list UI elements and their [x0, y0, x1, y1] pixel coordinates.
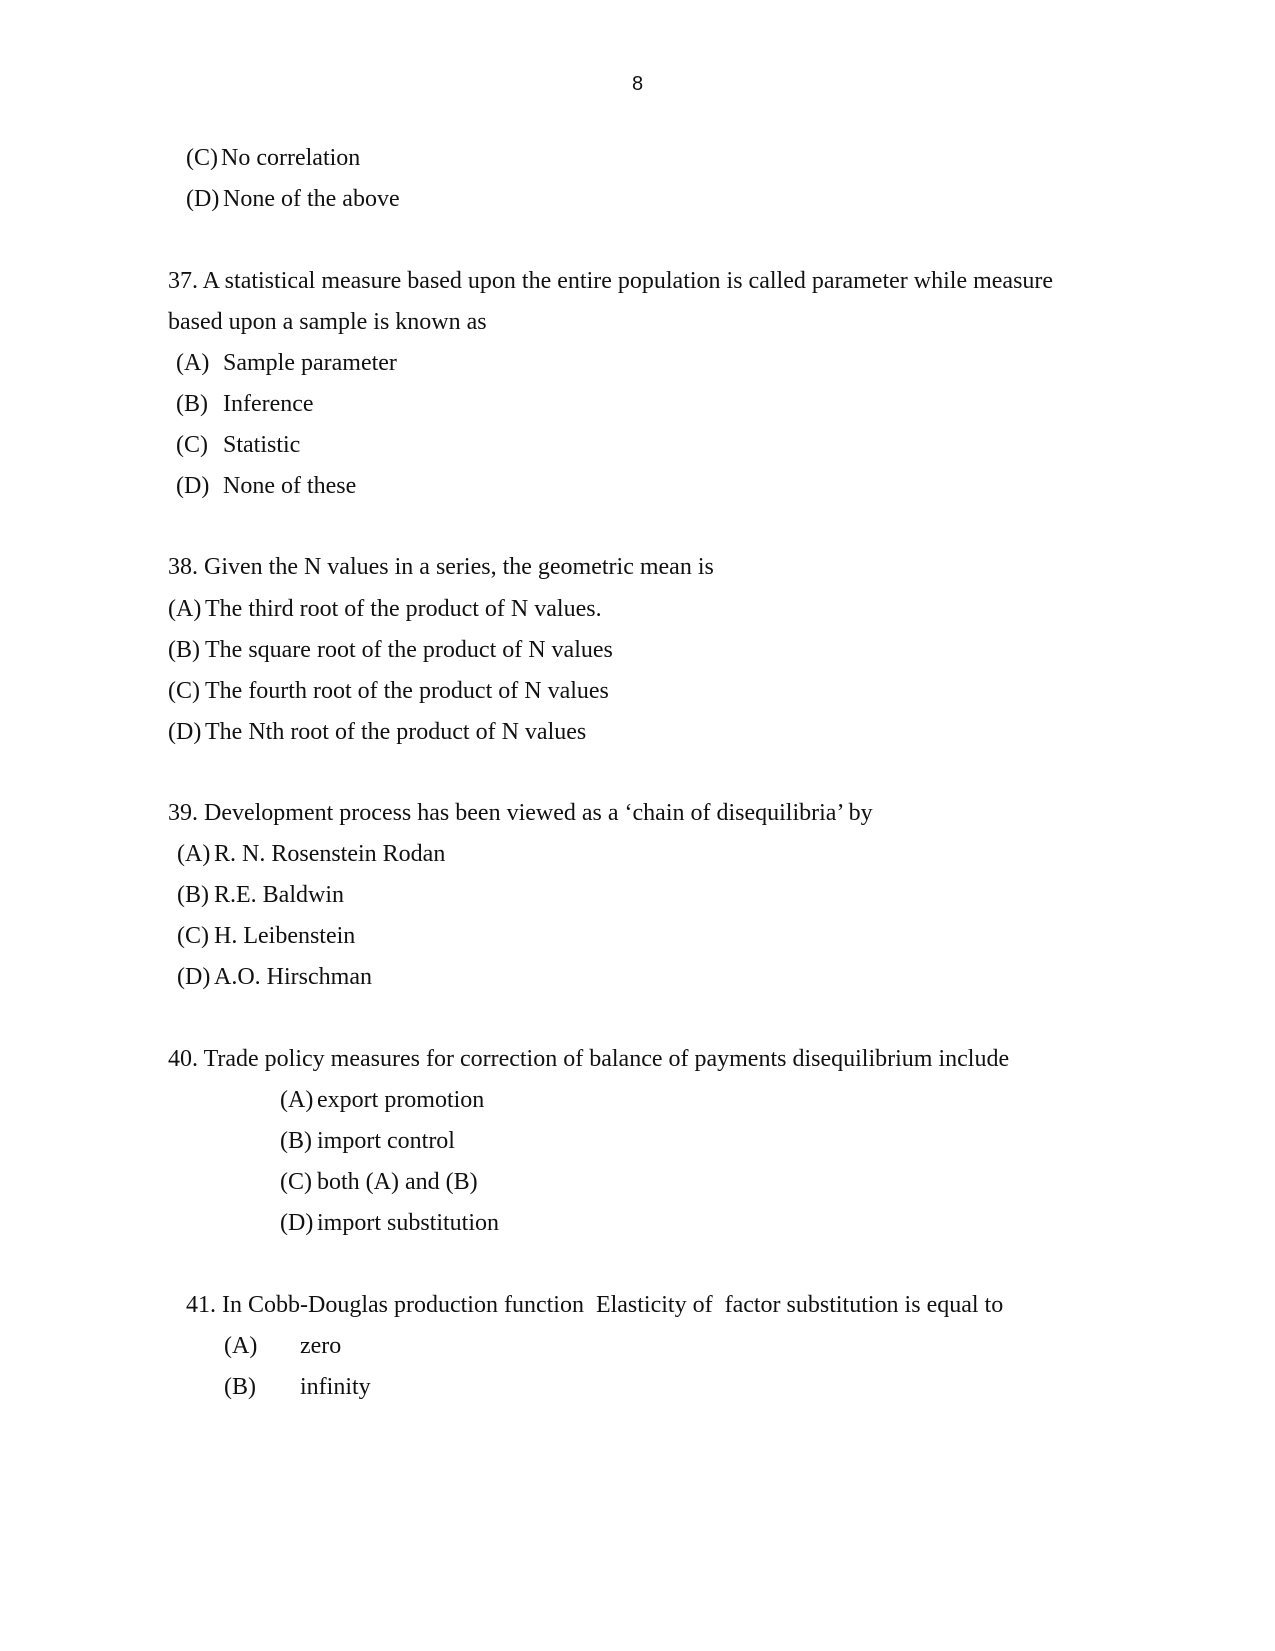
- option-label: (B): [168, 637, 200, 663]
- option-label: (D): [168, 719, 202, 745]
- option-text: Statistic: [223, 432, 301, 458]
- option-q37-b: [176, 389, 314, 419]
- option-label: (A): [176, 350, 210, 376]
- option-label: (A): [177, 841, 211, 867]
- option-label: (A): [224, 1333, 258, 1359]
- option-q40-a: [280, 1085, 484, 1115]
- option-q36-d: [186, 184, 400, 214]
- option-text: None of these: [223, 473, 357, 499]
- option-q39-c: [177, 921, 355, 951]
- question-40-text: 40. Trade policy measures for correction of balance of payments disequilibrium include: [168, 1046, 1010, 1072]
- option-q37-d: [176, 471, 356, 501]
- option-label: (D): [177, 964, 211, 990]
- option-label: (C): [186, 145, 218, 171]
- option-label: (C): [176, 432, 208, 458]
- option-text: Sample parameter: [223, 350, 397, 376]
- question-38-text: 38. Given the N values in a series, the geometric mean is: [168, 554, 714, 580]
- option-text: The Nth root of the product of N values: [205, 719, 587, 745]
- option-q40-b: [280, 1126, 455, 1156]
- option-q39-a: [177, 839, 445, 869]
- option-q37-c: [176, 430, 300, 460]
- option-label: (C): [168, 678, 200, 704]
- option-label: (D): [186, 186, 220, 212]
- option-text: zero: [300, 1333, 342, 1359]
- question-41-text: 41. In Cobb-Douglas production function Elasticity of factor substitution is equal to: [186, 1292, 1004, 1318]
- option-text: Inference: [223, 391, 314, 417]
- option-text: H. Leibenstein: [214, 923, 356, 949]
- question-37-text-line-2: based upon a sample is known as: [168, 309, 487, 335]
- option-label: (A): [168, 596, 202, 622]
- page-number: 8: [631, 73, 644, 95]
- option-q38-b: [168, 635, 613, 665]
- option-q41-a: [224, 1331, 341, 1361]
- option-text: R. N. Rosenstein Rodan: [214, 841, 446, 867]
- question-39-text: 39. Development process has been viewed as a ‘chain of disequilibria’ by: [168, 800, 873, 826]
- option-text: R.E. Baldwin: [214, 882, 344, 908]
- option-q38-d: [168, 717, 586, 747]
- option-q37-a: [176, 348, 397, 378]
- option-text: None of the above: [223, 186, 400, 212]
- option-text: import control: [317, 1128, 455, 1154]
- option-text: infinity: [300, 1374, 371, 1400]
- option-q39-d: [177, 962, 372, 992]
- option-text: The third root of the product of N values.: [205, 596, 602, 622]
- option-text: A.O. Hirschman: [214, 964, 372, 990]
- option-q38-a: [168, 594, 602, 624]
- option-text: export promotion: [317, 1087, 485, 1113]
- option-label: (B): [177, 882, 209, 908]
- option-q38-c: [168, 676, 609, 706]
- option-label: (B): [224, 1374, 256, 1400]
- option-text: import substitution: [317, 1210, 500, 1236]
- option-text: both (A) and (B): [317, 1169, 478, 1195]
- option-label: (D): [280, 1210, 314, 1236]
- option-text: The square root of the product of N values: [205, 637, 613, 663]
- option-q40-d: [280, 1208, 499, 1238]
- option-label: (C): [280, 1169, 312, 1195]
- option-q40-c: [280, 1167, 478, 1197]
- option-label: (D): [176, 473, 210, 499]
- option-text: No correlation: [221, 145, 361, 171]
- option-label: (B): [280, 1128, 312, 1154]
- option-label: (C): [177, 923, 209, 949]
- option-q41-b: [224, 1372, 371, 1402]
- option-text: The fourth root of the product of N values: [205, 678, 609, 704]
- option-label: (B): [176, 391, 208, 417]
- option-q39-b: [177, 880, 344, 910]
- question-37-text-line-1: 37. A statistical measure based upon the entire population is called parameter while measure: [168, 268, 1054, 294]
- option-label: (A): [280, 1087, 314, 1113]
- option-q36-c: [186, 143, 360, 173]
